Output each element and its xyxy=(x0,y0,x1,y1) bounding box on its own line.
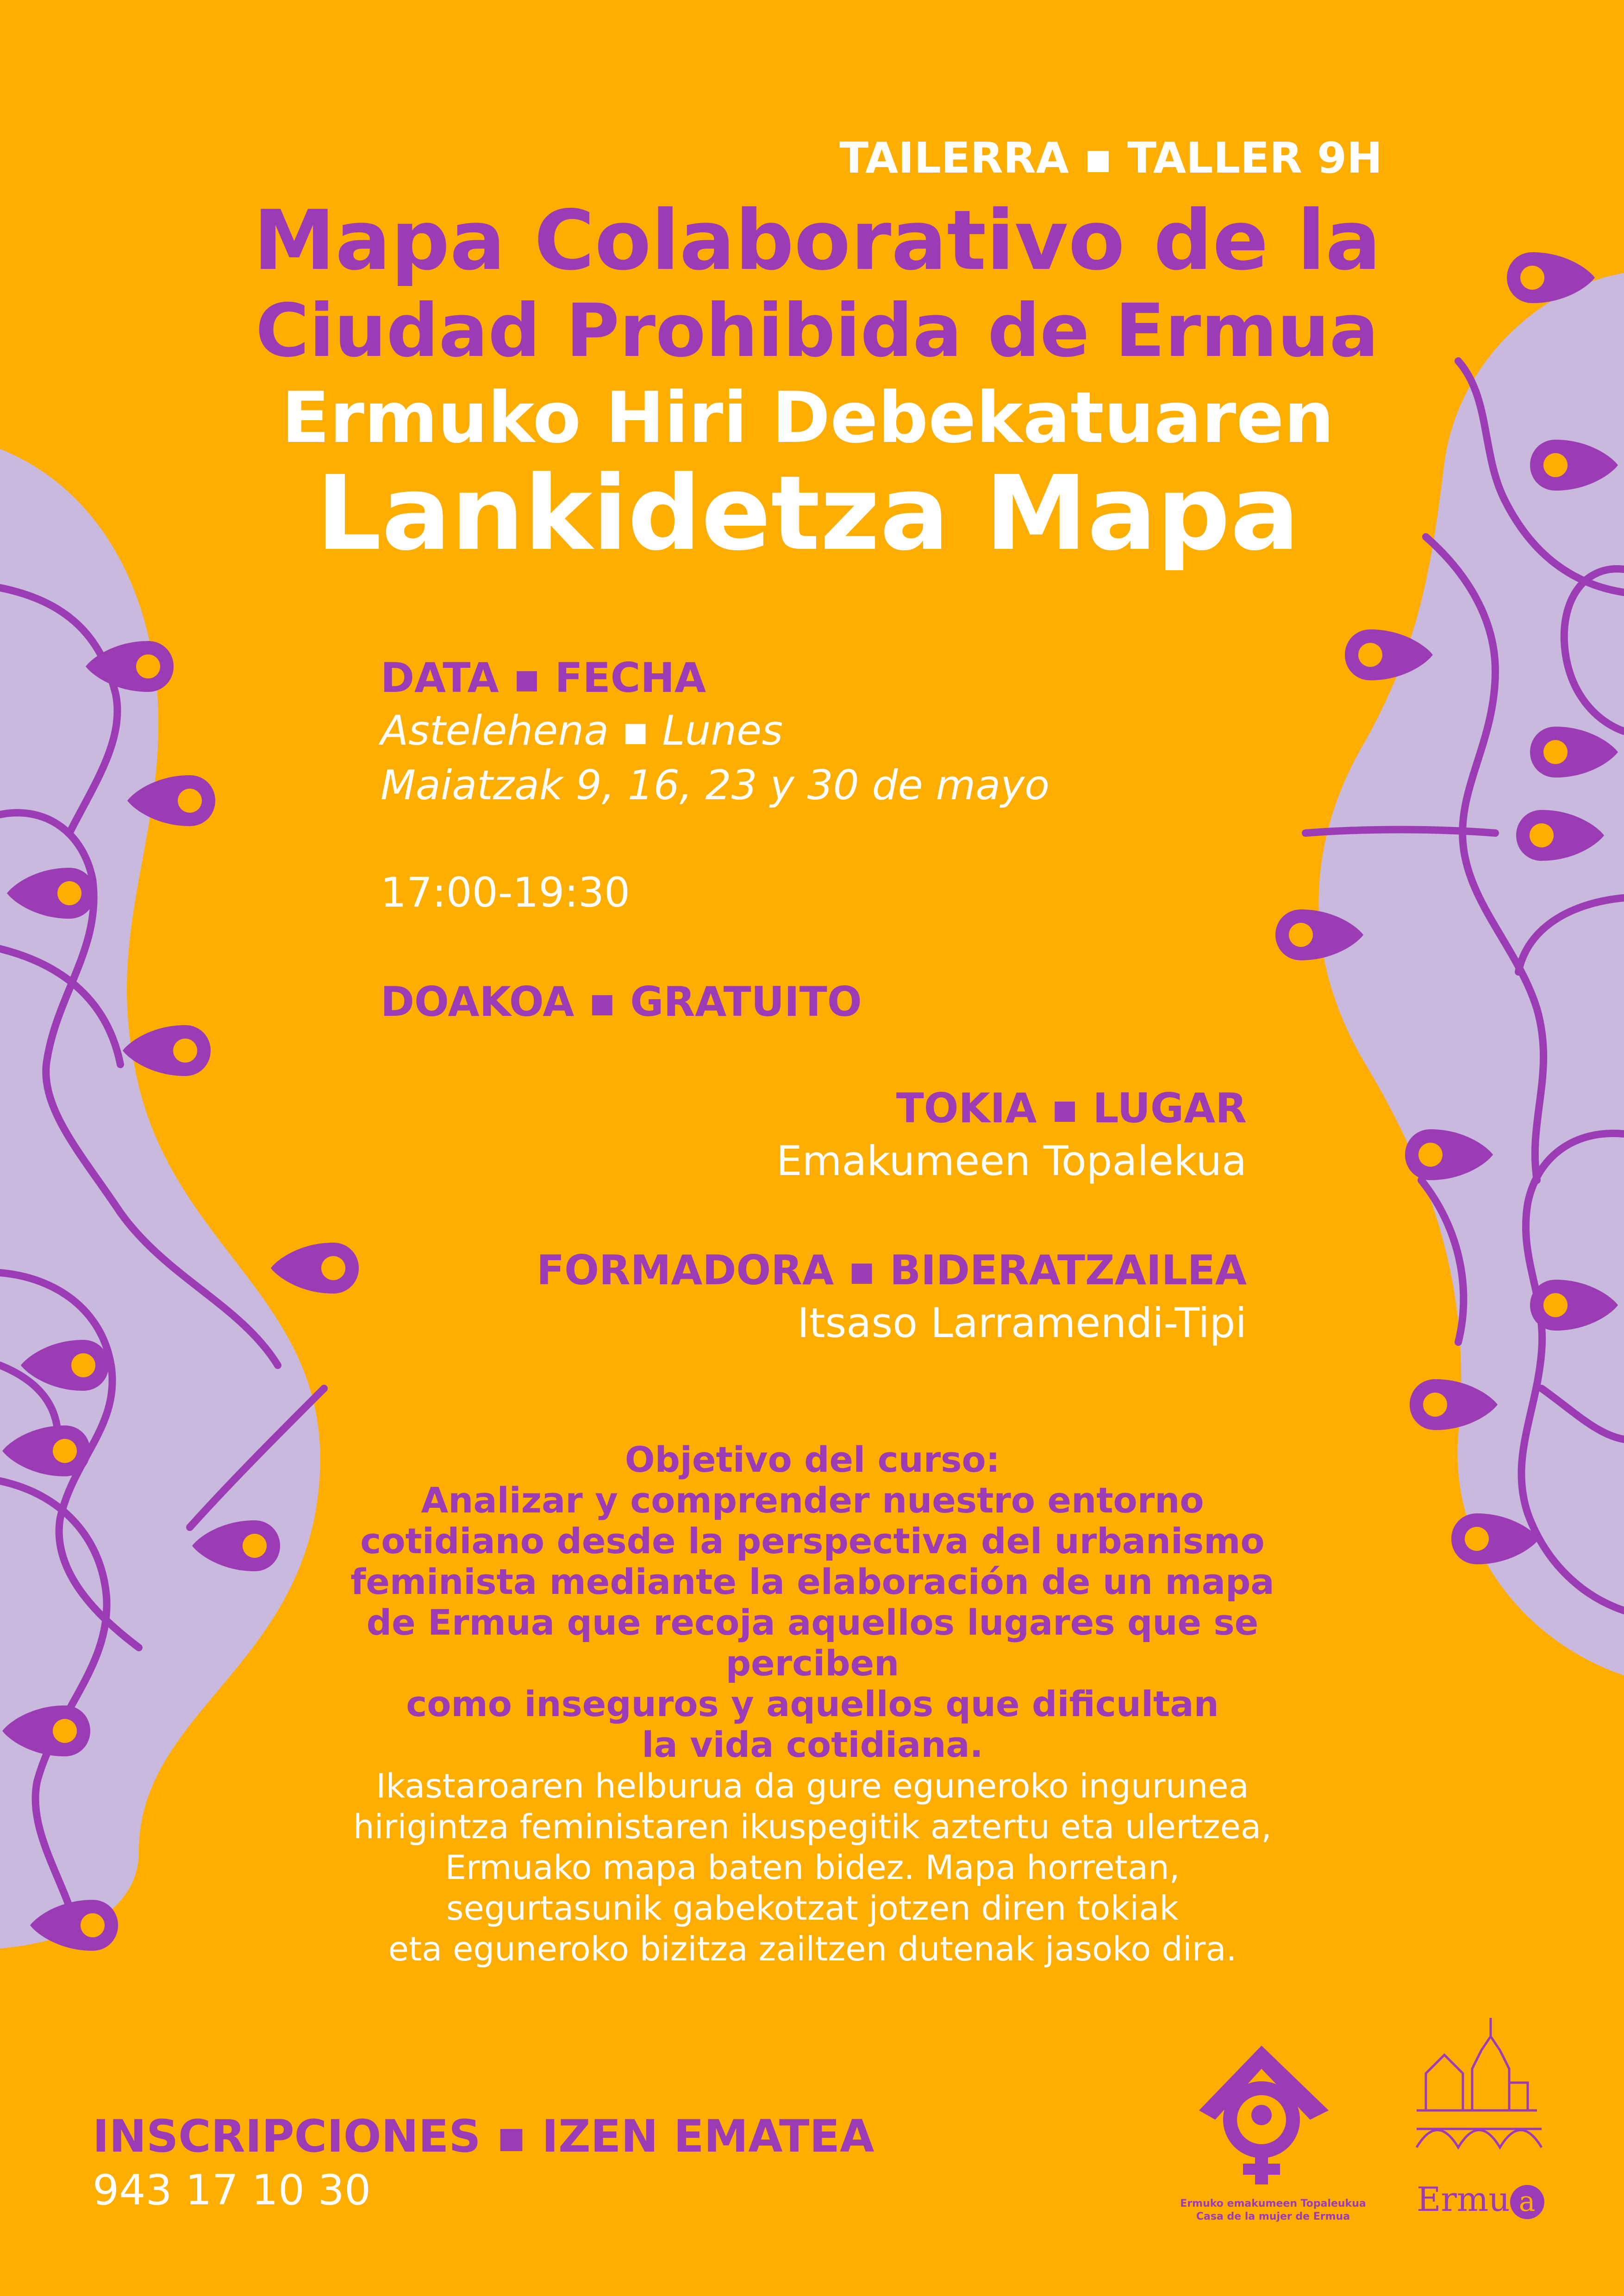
objective-es-line: de Ermua que recoja aquellos lugares que se perciben xyxy=(366,1602,1259,1684)
ermua-logo-text xyxy=(1417,2180,1544,2219)
title-es-line1: Mapa Colaborativo de la xyxy=(253,193,1381,288)
objective-es-line: la vida cotidiana. xyxy=(642,1724,983,1765)
ermua-logo-word: Ermu xyxy=(1417,2180,1510,2219)
place-label: TOKIA ▪ LUGAR xyxy=(896,1084,1247,1132)
date-time: 17:00-19:30 xyxy=(381,869,630,916)
objective-eu-line: Ikastaroaren helburua da gure eguneroko ingurunea xyxy=(376,1767,1249,1805)
objective-eu-line: hirigintza feministaren ikuspegitik aztertu eta ulertzea, xyxy=(353,1807,1272,1846)
objective-eu-line: Ermuako mapa baten bidez. Mapa horretan, xyxy=(445,1848,1180,1887)
logo1-line2: Casa de la mujer de Ermua xyxy=(1196,2211,1350,2222)
trainer-value: Itsaso Larramendi-Tipi xyxy=(797,1299,1247,1347)
objective-es-line: feminista mediante la elaboración de un mapa xyxy=(350,1561,1274,1602)
date-weekday: Astelehena ▪ Lunes xyxy=(381,707,783,754)
trainer-label: FORMADORA ▪ BIDERATZAILEA xyxy=(537,1246,1247,1294)
place-value: Emakumeen Topalekua xyxy=(776,1137,1247,1185)
phone-number[interactable]: 943 17 10 30 xyxy=(93,2166,371,2215)
logo1-line1: Ermuko emakumeen Topaleukua xyxy=(1180,2198,1366,2209)
ermua-town-logo xyxy=(1417,2018,1542,2147)
title-es-line2: Ciudad Prohibida de Ermua xyxy=(255,288,1379,373)
ermua-logo-letter: a xyxy=(1510,2185,1544,2219)
objective-es-line: Objetivo del curso: xyxy=(625,1439,1000,1480)
objective-eu-line: segurtasunik gabekotzat jotzen diren tokiak xyxy=(446,1889,1179,1928)
objective-es xyxy=(278,1439,1347,1765)
objective-eu-line: eta eguneroko bizitza zailtzen dutenak jasoko dira. xyxy=(388,1929,1237,1968)
objective-es-line: como inseguros y aquellos que dificultan xyxy=(406,1683,1219,1724)
women-house-logo xyxy=(1199,2046,1329,2184)
women-house-logo-text xyxy=(1134,2197,1412,2223)
title-eu-line1: Ermuko Hiri Debekatuaren xyxy=(281,377,1334,459)
objective-eu xyxy=(278,1766,1347,1969)
objective-es-line: cotidiano desde la perspectiva del urbanismo xyxy=(360,1520,1265,1562)
date-label: DATA ▪ FECHA xyxy=(381,654,706,702)
workshop-tag: TAILERRA ▪ TALLER 9H xyxy=(839,133,1382,183)
price-label: DOAKOA ▪ GRATUITO xyxy=(381,978,862,1026)
title-eu-line2: Lankidetza Mapa xyxy=(316,454,1300,573)
objective-es-line: Analizar y comprender nuestro entorno xyxy=(421,1480,1204,1521)
date-days: Maiatzak 9, 16, 23 y 30 de mayo xyxy=(381,761,1050,809)
inscriptions-label: INSCRIPCIONES ▪ IZEN EMATEA xyxy=(93,2110,874,2162)
